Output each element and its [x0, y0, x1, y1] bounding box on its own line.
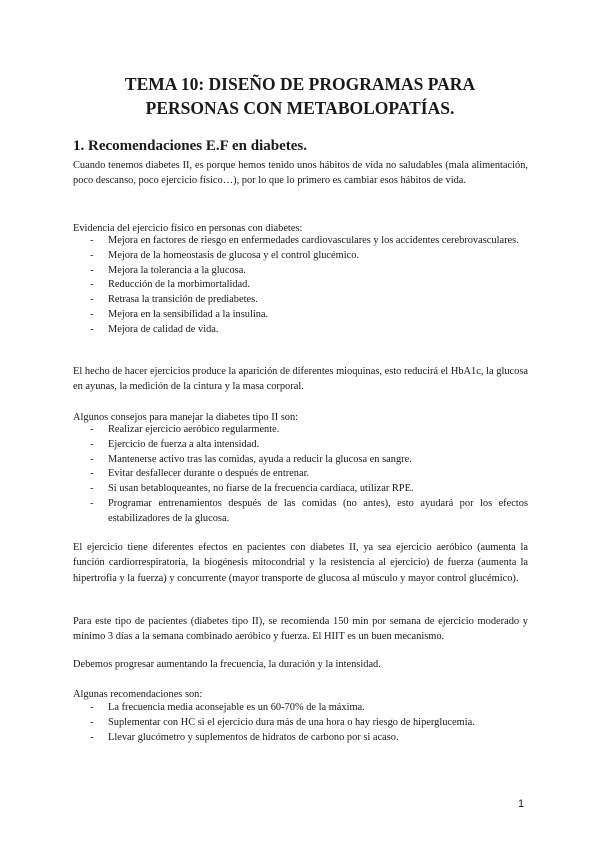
list-item: [73, 423, 528, 438]
dash-bullet: -: [90, 424, 94, 435]
list-item: [73, 716, 528, 731]
dash-bullet: -: [90, 264, 94, 276]
list-item-text: Suplementar con HC si el ejercicio dura más de una hora o hay riesgo de hiperglucemia.: [108, 716, 475, 728]
list-item: [73, 323, 528, 338]
title-line-2: PERSONAS CON METABOLOPATÍAS.: [145, 98, 455, 118]
list-item-text: Programar entrenamientos después de las comidas (no antes), esto ayudará por los efectos estabilizadores de la glucosa.: [108, 497, 528, 524]
advice-lead: Algunos consejos para manejar la diabetes tipo II son:: [73, 412, 299, 423]
list-item-text: Mejora en factores de riesgo en enfermedades cardiovasculares y los accidentes cerebrovasculares.: [108, 235, 519, 246]
list-item: [73, 497, 528, 527]
list-item-text: Reducción de la morbimortalidad.: [108, 279, 250, 291]
dash-bullet: -: [90, 235, 94, 246]
title-line-1: TEMA 10: DISEÑO DE PROGRAMAS PARA: [124, 74, 476, 94]
dash-bullet: -: [90, 279, 94, 291]
dash-bullet: -: [90, 453, 94, 465]
dash-bullet: -: [90, 294, 94, 306]
dash-bullet: -: [90, 249, 94, 261]
list-item: [73, 293, 528, 308]
list-item-text: Evitar desfallecer durante o después de entrenar.: [108, 468, 310, 480]
dash-bullet: -: [90, 323, 94, 335]
list-item-text: Mejora de la homeostasis de glucosa y el control glucémico.: [108, 249, 360, 261]
section-heading: 1. Recomendaciones E.F en diabetes.: [73, 138, 308, 154]
recommendations-list: [73, 701, 528, 745]
list-item: [73, 731, 528, 746]
list-item: [73, 701, 528, 716]
list-item-text: Realizar ejercicio aeróbico regularmente.: [108, 424, 280, 435]
list-item-text: Ejercicio de fuerza a alta intensidad.: [108, 438, 260, 450]
intro-paragraph: Cuando tenemos diabetes II, es porque hemos tenido unos hábitos de vida no saludables (mala alimentación, poco descanso, poco ejercicio físico…), por lo que lo primero es cambiar esos hábitos de vida.: [73, 160, 528, 187]
list-item-text: Mejora de calidad de vida.: [108, 323, 219, 335]
list-item-text: Si usan betabloqueantes, no fiarse de la frecuencia cardíaca, utilizar RPE.: [108, 483, 414, 495]
list-item: [73, 264, 528, 279]
evidence-list: [73, 234, 528, 338]
dash-bullet: -: [90, 716, 94, 728]
list-item: [73, 278, 528, 293]
list-item-text: Mejora en la sensibilidad a la insulina.: [108, 308, 269, 320]
document-title: [60, 72, 540, 120]
list-item: [73, 249, 528, 264]
list-item: [73, 482, 528, 497]
myokines-paragraph: El hecho de hacer ejercicios produce la aparición de diferentes mioquinas, esto reducirá el HbA1c, la glucosa en ayunas, la medición de la cintura y la masa corporal.: [73, 366, 528, 393]
dash-bullet: -: [90, 438, 94, 450]
list-item-text: La frecuencia media aconsejable es un 60-70% de la máxima.: [108, 702, 365, 713]
dash-bullet: -: [90, 731, 94, 743]
list-item: [73, 438, 528, 453]
dash-bullet: -: [90, 497, 94, 509]
page-number: 1: [518, 798, 525, 810]
list-item: [73, 234, 528, 249]
list-item: [73, 308, 528, 323]
dash-bullet: -: [90, 483, 94, 495]
progression-paragraph: Debemos progresar aumentando la frecuencia, la duración y la intensidad.: [73, 659, 381, 670]
dose-paragraph: Para este tipo de pacientes (diabetes tipo II), se recomienda 150 min por semana de ejercicio moderado y mínimo 3 días a la semana combinado aeróbico y fuerza. El HIIT es un buen mecanismo.: [73, 616, 528, 643]
list-item: [73, 467, 528, 482]
effects-paragraph: El ejercicio tiene diferentes efectos en pacientes con diabetes II, ya sea ejercicio aeróbico (aumenta la función cardiorrespiratoria, la biogénesis mitocondrial y la resistencia al ejercicio) de fuerza (aumenta la hipertrofia y la fuerza) y concurrente (mayor transporte de glucosa al músculo y mayor control glucémico).: [73, 542, 528, 584]
list-item-text: Llevar glucómetro y suplementos de hidratos de carbono por si acaso.: [108, 731, 399, 743]
dash-bullet: -: [90, 308, 94, 320]
evidence-lead: Evidencia del ejercicio físico en personas con diabetes:: [73, 223, 303, 234]
dash-bullet: -: [90, 468, 94, 480]
dash-bullet: -: [90, 702, 94, 713]
list-item-text: Mejora la tolerancia a la glucosa.: [108, 264, 246, 276]
list-item-text: Mantenerse activo tras las comidas, ayuda a reducir la glucosa en sangre.: [108, 453, 412, 465]
recommendations-lead: Algunas recomendaciones son:: [73, 689, 203, 700]
advice-list: [73, 423, 528, 527]
list-item-text: Retrasa la transición de prediabetes.: [108, 294, 258, 306]
list-item: [73, 453, 528, 468]
